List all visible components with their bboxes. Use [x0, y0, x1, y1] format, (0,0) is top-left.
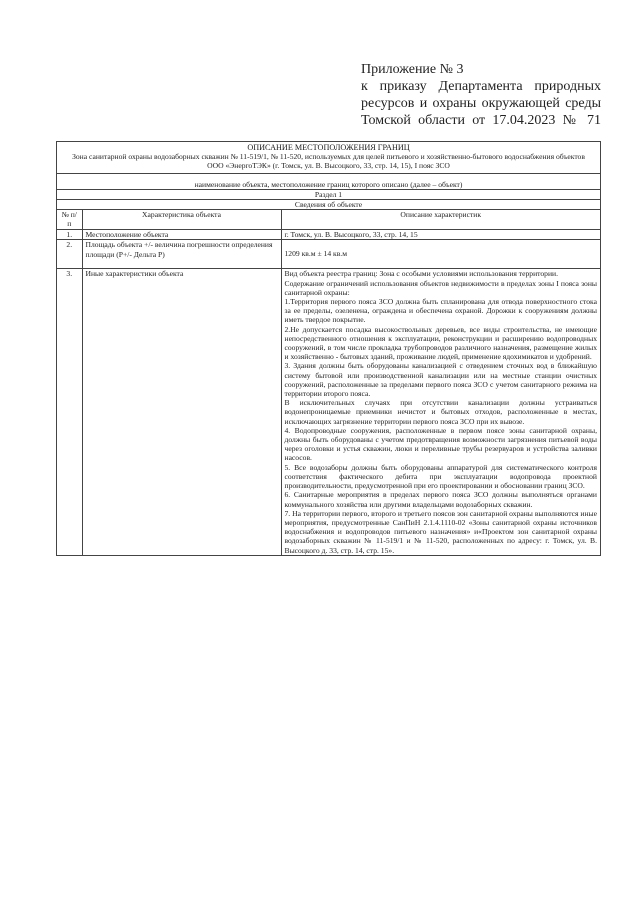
row-description: г. Томск, ул. В. Высоцкого, 33, стр. 14, 15: [281, 230, 600, 240]
appendix-line-date: Томской области от 17.04.2023 № 71: [361, 113, 601, 128]
document-subtitle: Зона санитарной охраны водозаборных скважин № 11-519/1, № 11-520, используемых для целей питьевого и хозяйственно-бытового водоснабжения объектов: [72, 152, 585, 162]
column-header-num: № п/п: [57, 210, 82, 230]
table-row: [57, 240, 600, 269]
row-characteristic: Местоположение объекта: [82, 230, 281, 240]
section-label: Раздел 1: [57, 190, 600, 200]
column-header-description: Описание характеристик: [281, 210, 600, 230]
appendix-number: Приложение № 3: [361, 62, 464, 77]
description-paragraph: 1.Территория первого пояса ЗСО должна быть спланирована для отвода поверхностного стока за ее пределы, озеленена, ограждена и обеспечена охраной. Дорожки к сооружениям должны иметь твердое покрытие.: [284, 297, 597, 325]
row-characteristic: Площадь объекта +/- величина погрешности определения площади (Р+/- Дельта Р): [82, 240, 281, 269]
appendix-line-order: к приказу Департамента природных: [361, 79, 601, 94]
object-note: наименование объекта, местоположение границ которого описано (далее – объект): [57, 174, 600, 190]
description-paragraph: 4. Водопроводные сооружения, расположенные в первом поясе зоны санитарной охраны, должны быть оборудованы с учетом предотвращения возможности загрязнения питьевой воды через оголовки и устья скважин, люки и переливные трубы резервуаров и устройства заливки насосов.: [284, 425, 597, 463]
description-paragraph: 7. На территории первого, второго и третьего поясов зон санитарной охраны выполняются иные мероприятия, предусмотренные СанПиН 2.1.4.1110-02 «Зоны санитарной охраны источников водоснабжения и водопроводов питьевого назначения» и«Проектом зон санитарной охраны водозаборных скважин № 11-519/1 и № 11-520, расположенных по адресу: г. Томск, ул. В. Высоцкого д. 33, стр. 14, стр. 15».: [284, 508, 597, 555]
row-number: 1.: [57, 230, 82, 240]
appendix-line-department: ресурсов и охраны окружающей среды: [361, 96, 601, 111]
table-header-row: [57, 210, 600, 230]
row-number: 2.: [57, 240, 82, 269]
description-paragraph: 2.Не допускается посадка высокоствольных деревьев, все виды строительства, не имеющие непосредственного отношения к эксплуатации, реконструкции и расширению водопроводных сооружений, в том числе прокладка трубопроводов различного назначения, размещение жилых и хозяйственно - бытовых зданий, проживание людей, применение ядохимикатов и удобрений.: [284, 324, 597, 362]
row-description-paragraphs: [281, 269, 600, 555]
column-header-characteristic: Характеристика объекта: [82, 210, 281, 230]
row-characteristic: Иные характеристики объекта: [82, 269, 281, 555]
row-number: 3.: [57, 269, 82, 555]
appendix-header: [361, 61, 601, 129]
description-paragraph: В исключительных случаях при отсутствии канализации должны устраиваться водонепроницаемые приемники нечистот и бытовых отходов, расположенные в местах, исключающих загрязнение территории первого пояса ЗСО при их вывозе.: [284, 398, 597, 426]
table-row: [57, 230, 600, 240]
description-paragraph: 5. Все водозаборы должны быть оборудованы аппаратурой для систематического контроля соответствия фактического дебита при эксплуатации водопровода проектной производительности, предусмотренной при его проектировании и обосновании границ ЗСО.: [284, 462, 597, 491]
section-title: Сведения об объекте: [57, 200, 600, 210]
title-block: [57, 142, 600, 174]
boundary-description-document: [56, 141, 601, 556]
document-organization: ООО «ЭнергоТЭК» (г. Томск, ул. В. Высоцкого, 33, стр. 14, 15), I пояс ЗСО: [207, 161, 450, 171]
row-description: 1209 кв.м ± 14 кв.м: [281, 240, 600, 269]
object-info-table: [57, 210, 600, 555]
description-paragraph: Содержание ограничений использования объектов недвижимости в пределах зоны I пояса зоны санитарной охраны:: [284, 278, 597, 297]
document-title: ОПИСАНИЕ МЕСТОПОЛОЖЕНИЯ ГРАНИЦ: [247, 143, 410, 152]
table-row: [57, 269, 600, 555]
description-paragraph: Вид объекта реестра границ: Зона с особыми условиями использования территории.: [284, 269, 558, 279]
description-paragraph: 3. Здания должны быть оборудованы канализацией с отведением сточных вод в ближайшую систему бытовой или производственной канализации или на местные станции очистных сооружений, расположенные за пределами первого пояса ЗСО с учетом санитарного режима на территории второго пояса.: [284, 361, 597, 399]
description-paragraph: 6. Санитарные мероприятия в пределах первого пояса ЗСО должны выполняться органами коммунального хозяйства или другими владельцами водозаборных скважин.: [284, 490, 597, 509]
